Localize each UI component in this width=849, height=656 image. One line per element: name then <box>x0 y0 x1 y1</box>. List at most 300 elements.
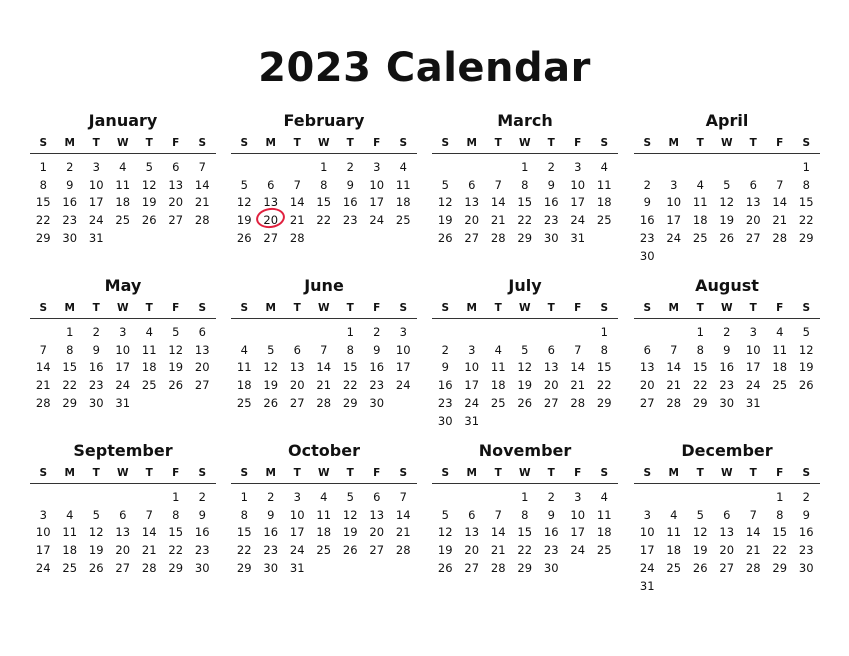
day: 30 <box>263 561 279 576</box>
day: 27 <box>745 231 761 246</box>
month-name: February <box>283 111 365 130</box>
day: 5 <box>723 177 731 192</box>
day: 25 <box>666 561 682 576</box>
day: 13 <box>719 525 735 540</box>
weekday-label: S <box>240 467 249 479</box>
weekday-label: M <box>265 302 276 314</box>
day: 13 <box>745 195 761 210</box>
day: 20 <box>369 525 385 540</box>
weekday-header <box>30 298 216 319</box>
weekday-label: M <box>466 137 477 149</box>
day: 21 <box>35 378 51 393</box>
weekday-label: M <box>265 467 276 479</box>
month-january <box>30 111 216 247</box>
day: 5 <box>696 507 704 522</box>
day: 22 <box>517 543 533 558</box>
day: 9 <box>198 507 206 522</box>
day: 8 <box>240 507 248 522</box>
week-row <box>30 176 216 194</box>
day: 14 <box>194 177 210 192</box>
day: 21 <box>490 213 506 228</box>
day: 18 <box>395 195 411 210</box>
day: 11 <box>772 342 788 357</box>
week-row <box>432 194 618 212</box>
day: 12 <box>88 525 104 540</box>
day: 2 <box>66 159 74 174</box>
day: 20 <box>194 360 210 375</box>
day: 6 <box>293 342 301 357</box>
week-row <box>432 341 618 359</box>
weekday-label: M <box>466 302 477 314</box>
weekday-header <box>432 133 618 154</box>
day: 4 <box>66 507 74 522</box>
day: 2 <box>547 489 555 504</box>
week-row <box>432 506 618 524</box>
day: 3 <box>373 159 381 174</box>
day: 8 <box>320 177 328 192</box>
weekday-label: T <box>749 302 757 314</box>
week-row <box>634 341 820 359</box>
month-september <box>30 441 216 577</box>
day: 25 <box>236 396 252 411</box>
day: 7 <box>574 342 582 357</box>
weekday-label: T <box>749 137 757 149</box>
day: 24 <box>570 543 586 558</box>
weekday-label: S <box>802 302 811 314</box>
day: 15 <box>35 195 51 210</box>
weekday-label: S <box>600 467 609 479</box>
day: 4 <box>670 507 678 522</box>
day: 31 <box>289 561 305 576</box>
week-row <box>231 341 417 359</box>
month-march <box>432 111 618 247</box>
day: 16 <box>88 360 104 375</box>
weeks <box>30 484 216 577</box>
day: 15 <box>236 525 252 540</box>
day: 15 <box>62 360 78 375</box>
weekday-header <box>634 133 820 154</box>
day: 18 <box>490 378 506 393</box>
week-row <box>30 376 216 394</box>
month-april <box>634 111 820 265</box>
month-november <box>432 441 618 577</box>
week-row <box>634 394 820 412</box>
day: 1 <box>521 489 529 504</box>
weekday-label: F <box>574 467 582 479</box>
day: 3 <box>749 324 757 339</box>
week-row <box>634 323 820 341</box>
weekday-label: M <box>668 302 679 314</box>
day: 13 <box>464 525 480 540</box>
day: 17 <box>745 360 761 375</box>
week-row <box>634 194 820 212</box>
week-row <box>432 323 618 341</box>
day: 7 <box>39 342 47 357</box>
day: 29 <box>62 396 78 411</box>
day: 21 <box>141 543 157 558</box>
day: 27 <box>719 561 735 576</box>
day: 20 <box>168 195 184 210</box>
day: 29 <box>596 396 612 411</box>
day: 18 <box>62 543 78 558</box>
weekday-label: S <box>441 467 450 479</box>
day: 5 <box>267 342 275 357</box>
day: 22 <box>798 213 814 228</box>
day: 11 <box>596 507 612 522</box>
day: 19 <box>692 543 708 558</box>
day: 30 <box>719 396 735 411</box>
day: 29 <box>517 231 533 246</box>
day: 31 <box>639 578 655 593</box>
day: 2 <box>723 324 731 339</box>
day: 13 <box>263 195 279 210</box>
day: 2 <box>547 159 555 174</box>
weekday-label: S <box>240 137 249 149</box>
day: 25 <box>772 378 788 393</box>
day: 8 <box>696 342 704 357</box>
day: 5 <box>346 489 354 504</box>
day: 17 <box>395 360 411 375</box>
day: 9 <box>547 177 555 192</box>
day: 9 <box>346 177 354 192</box>
day: 24 <box>115 378 131 393</box>
weekday-label: S <box>39 467 48 479</box>
week-row <box>432 158 618 176</box>
weekday-label: W <box>720 302 733 314</box>
weekday-label: S <box>643 137 652 149</box>
day: 22 <box>168 543 184 558</box>
weekday-header <box>634 298 820 319</box>
day: 1 <box>66 324 74 339</box>
day: 8 <box>776 507 784 522</box>
weekday-label: T <box>749 467 757 479</box>
day: 24 <box>666 231 682 246</box>
day: 8 <box>346 342 354 357</box>
day: 10 <box>745 342 761 357</box>
day: 28 <box>194 213 210 228</box>
day: 19 <box>168 360 184 375</box>
week-row <box>634 524 820 542</box>
day: 25 <box>115 213 131 228</box>
day: 5 <box>521 342 529 357</box>
day: 19 <box>263 378 279 393</box>
day: 17 <box>35 543 51 558</box>
day: 23 <box>342 213 358 228</box>
day: 14 <box>490 195 506 210</box>
day: 3 <box>574 159 582 174</box>
day: 30 <box>639 248 655 263</box>
day: 6 <box>547 342 555 357</box>
day: 18 <box>316 525 332 540</box>
week-row <box>634 559 820 577</box>
day: 15 <box>517 195 533 210</box>
day: 12 <box>168 342 184 357</box>
day: 17 <box>369 195 385 210</box>
month-february <box>231 111 417 247</box>
weekday-label: S <box>39 137 48 149</box>
day: 7 <box>749 507 757 522</box>
week-row <box>231 506 417 524</box>
day: 15 <box>168 525 184 540</box>
day: 14 <box>141 525 157 540</box>
day: 10 <box>666 195 682 210</box>
day: 23 <box>194 543 210 558</box>
day: 23 <box>543 213 559 228</box>
weeks <box>634 154 820 265</box>
day: 2 <box>346 159 354 174</box>
day: 1 <box>240 489 248 504</box>
week-row <box>30 394 216 412</box>
day: 26 <box>141 213 157 228</box>
day: 14 <box>395 507 411 522</box>
day: 4 <box>494 342 502 357</box>
day: 7 <box>320 342 328 357</box>
week-row <box>634 176 820 194</box>
day: 19 <box>719 213 735 228</box>
day: 1 <box>776 489 784 504</box>
day: 8 <box>600 342 608 357</box>
day: 9 <box>802 507 810 522</box>
day: 5 <box>802 324 810 339</box>
day: 4 <box>119 159 127 174</box>
day: 30 <box>798 561 814 576</box>
day: 12 <box>141 177 157 192</box>
day: 26 <box>236 231 252 246</box>
day: 23 <box>639 231 655 246</box>
day: 27 <box>464 231 480 246</box>
day: 28 <box>772 231 788 246</box>
day: 20 <box>464 543 480 558</box>
weekday-label: T <box>92 302 100 314</box>
day: 3 <box>643 507 651 522</box>
day: 18 <box>236 378 252 393</box>
day: 16 <box>62 195 78 210</box>
day: 23 <box>62 213 78 228</box>
day: 8 <box>66 342 74 357</box>
week-row <box>231 394 417 412</box>
day: 20 <box>543 378 559 393</box>
weekday-label: T <box>92 137 100 149</box>
weeks <box>432 484 618 577</box>
day: 6 <box>172 159 180 174</box>
day: 14 <box>35 360 51 375</box>
day: 28 <box>490 561 506 576</box>
day: 25 <box>596 213 612 228</box>
day: 21 <box>316 378 332 393</box>
day: 20 <box>639 378 655 393</box>
day: 9 <box>373 342 381 357</box>
day: 13 <box>639 360 655 375</box>
day: 7 <box>293 177 301 192</box>
weekday-label: M <box>64 302 75 314</box>
day: 13 <box>194 342 210 357</box>
weeks <box>231 154 417 247</box>
day: 24 <box>570 213 586 228</box>
day: 20 <box>719 543 735 558</box>
day: 26 <box>517 396 533 411</box>
day: 8 <box>521 177 529 192</box>
weekday-label: T <box>494 467 502 479</box>
day: 1 <box>802 159 810 174</box>
day: 14 <box>289 195 305 210</box>
day: 28 <box>141 561 157 576</box>
day: 3 <box>574 489 582 504</box>
weekday-label: F <box>172 467 180 479</box>
day: 4 <box>696 177 704 192</box>
day: 5 <box>92 507 100 522</box>
day: 18 <box>141 360 157 375</box>
day: 10 <box>570 507 586 522</box>
day: 1 <box>172 489 180 504</box>
day: 29 <box>168 561 184 576</box>
weekday-label: T <box>92 467 100 479</box>
weekday-header <box>634 463 820 484</box>
day: 11 <box>141 342 157 357</box>
day: 6 <box>468 507 476 522</box>
day: 2 <box>441 342 449 357</box>
day: 22 <box>62 378 78 393</box>
day: 29 <box>798 231 814 246</box>
month-name: January <box>88 111 158 130</box>
day: 29 <box>342 396 358 411</box>
day: 25 <box>141 378 157 393</box>
day: 19 <box>517 378 533 393</box>
month-name: July <box>508 276 542 295</box>
day: 13 <box>543 360 559 375</box>
week-row <box>634 229 820 247</box>
day: 18 <box>666 543 682 558</box>
day: 29 <box>35 231 51 246</box>
week-row <box>432 176 618 194</box>
day: 20 <box>289 378 305 393</box>
day: 17 <box>666 213 682 228</box>
day: 10 <box>115 342 131 357</box>
day: 3 <box>39 507 47 522</box>
week-row <box>231 158 417 176</box>
day: 19 <box>141 195 157 210</box>
week-row <box>231 211 417 229</box>
day: 30 <box>543 231 559 246</box>
day: 15 <box>342 360 358 375</box>
weekday-header <box>231 463 417 484</box>
month-december <box>634 441 820 595</box>
weekday-label: F <box>373 467 381 479</box>
day: 28 <box>490 231 506 246</box>
day: 15 <box>517 525 533 540</box>
month-may <box>30 276 216 412</box>
day: 16 <box>719 360 735 375</box>
day: 21 <box>772 213 788 228</box>
day: 2 <box>267 489 275 504</box>
day: 12 <box>692 525 708 540</box>
month-july <box>432 276 618 430</box>
day: 4 <box>600 159 608 174</box>
day: 10 <box>639 525 655 540</box>
day: 13 <box>168 177 184 192</box>
day: 28 <box>395 543 411 558</box>
day: 8 <box>802 177 810 192</box>
weekday-label: W <box>317 467 330 479</box>
week-row <box>634 506 820 524</box>
day: 14 <box>772 195 788 210</box>
week-row <box>634 211 820 229</box>
day: 25 <box>395 213 411 228</box>
day: 7 <box>494 507 502 522</box>
day: 21 <box>289 213 305 228</box>
week-row <box>432 488 618 506</box>
weekday-label: W <box>116 467 129 479</box>
weekday-label: M <box>668 467 679 479</box>
day: 4 <box>600 489 608 504</box>
day: 16 <box>639 213 655 228</box>
day: 11 <box>236 360 252 375</box>
weekday-label: F <box>574 137 582 149</box>
day: 25 <box>692 231 708 246</box>
weekday-label: S <box>600 137 609 149</box>
day: 20 <box>115 543 131 558</box>
day: 3 <box>119 324 127 339</box>
day: 24 <box>464 396 480 411</box>
day: 19 <box>88 543 104 558</box>
week-row <box>432 394 618 412</box>
day: 23 <box>719 378 735 393</box>
week-row <box>634 488 820 506</box>
week-row <box>231 376 417 394</box>
weekday-label: W <box>720 467 733 479</box>
day: 27 <box>464 561 480 576</box>
weekday-label: T <box>346 137 354 149</box>
day: 2 <box>92 324 100 339</box>
weekday-label: M <box>466 467 477 479</box>
month-name: May <box>104 276 142 295</box>
weekday-label: T <box>696 467 704 479</box>
day: 22 <box>772 543 788 558</box>
weekday-label: T <box>145 302 153 314</box>
month-name: March <box>497 111 553 130</box>
day: 11 <box>666 525 682 540</box>
weekday-label: S <box>441 302 450 314</box>
day: 14 <box>316 360 332 375</box>
week-row <box>231 194 417 212</box>
day: 10 <box>369 177 385 192</box>
day: 5 <box>441 177 449 192</box>
day: 31 <box>115 396 131 411</box>
day: 5 <box>145 159 153 174</box>
day: 15 <box>596 360 612 375</box>
day: 15 <box>692 360 708 375</box>
day: 1 <box>600 324 608 339</box>
day: 19 <box>437 213 453 228</box>
weekday-label: S <box>240 302 249 314</box>
day: 22 <box>596 378 612 393</box>
day: 18 <box>692 213 708 228</box>
month-name: June <box>304 276 344 295</box>
week-row <box>432 229 618 247</box>
weekday-label: W <box>720 137 733 149</box>
day: 25 <box>490 396 506 411</box>
day: 28 <box>35 396 51 411</box>
day: 30 <box>88 396 104 411</box>
weekday-label: T <box>494 302 502 314</box>
day: 16 <box>369 360 385 375</box>
weekday-label: S <box>441 137 450 149</box>
day: 6 <box>749 177 757 192</box>
day: 26 <box>168 378 184 393</box>
week-row <box>30 341 216 359</box>
month-name: November <box>478 441 572 460</box>
week-row <box>30 559 216 577</box>
day: 21 <box>666 378 682 393</box>
